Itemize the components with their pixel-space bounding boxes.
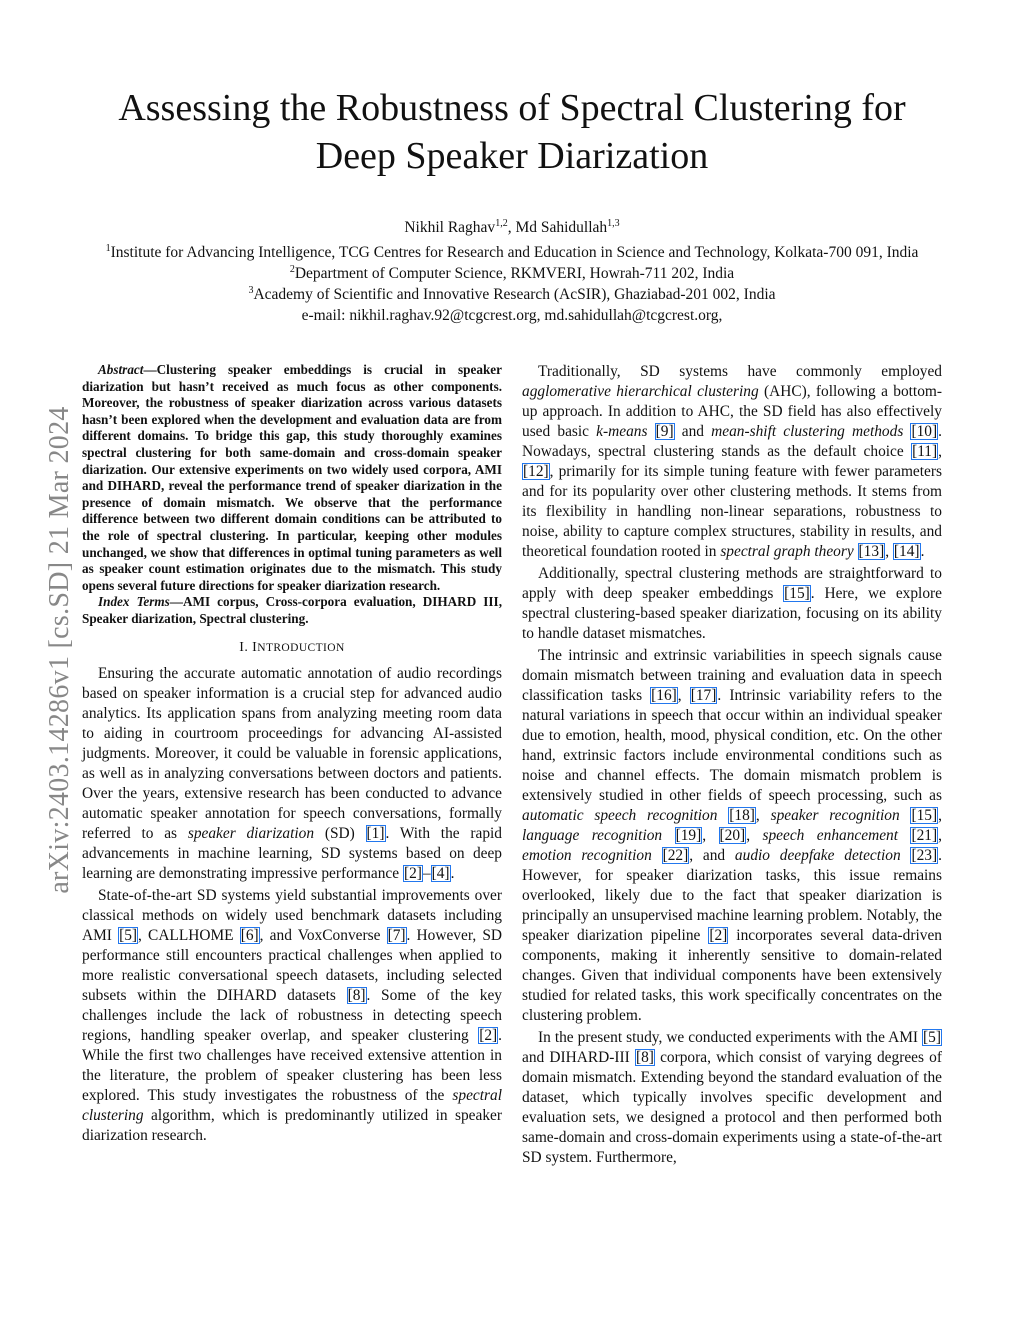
citation-link[interactable]: [23] <box>911 847 938 864</box>
citation-link[interactable]: [2] <box>403 864 422 882</box>
text-run: , and VoxConverse <box>259 926 387 944</box>
emphasis: speech enhancement <box>762 827 898 844</box>
text-run: . While the first two challenges have received extensive attention in the literature, the problem of speaker clustering has been less explored. This study investigates the robustness of the <box>82 1026 502 1104</box>
author-line <box>40 218 984 238</box>
abstract-label: Abstract <box>98 362 144 377</box>
index-terms-label: Index Terms <box>98 594 170 610</box>
citation-link[interactable]: [8] <box>635 1049 654 1066</box>
citation-link[interactable]: [14] <box>893 543 920 560</box>
affiliation-1 <box>40 243 984 263</box>
text-run: (AHC), following a bottom-up approach. In addition to AHC, the SD field has also effectively used basic <box>522 383 942 440</box>
citation-link[interactable]: [4] <box>431 864 450 882</box>
title-line-2: Deep Speaker Diarization <box>315 135 709 177</box>
citation-link[interactable]: [12] <box>523 463 549 480</box>
affiliation-3 <box>40 285 984 305</box>
section-number: I. <box>239 639 249 655</box>
citation-link[interactable]: [15] <box>911 807 938 824</box>
citation-link[interactable]: [5] <box>119 926 138 944</box>
text-run: . Intrinsic variability refers to the natural variations in speech that occur within an individual speaker due to emotion, health, mood, physical condition, etc. On the other hand, extrinsic factors include environmental conditions such as noise and channel effects. The domain mismatch problem is extensively studied in other fields of speech processing, such as <box>522 687 942 804</box>
text-run: and <box>674 423 712 440</box>
citation-link[interactable]: [20] <box>719 827 746 844</box>
emphasis: spectral graph theory <box>720 543 854 560</box>
section-title-rest: NTRODUCTION <box>257 641 345 654</box>
right-paragraph-4 <box>522 1028 942 1168</box>
text-run: Additionally, spectral clustering methods are straightforward to apply with deep speaker embeddings <box>522 565 942 602</box>
text-run: , <box>885 543 893 560</box>
text-run: , <box>702 827 719 844</box>
text-run: . <box>450 864 455 882</box>
citation-link[interactable]: [8] <box>347 986 366 1004</box>
citation-link[interactable]: [13] <box>858 543 885 560</box>
text-run: corpora, which consist of varying degrees of domain mismatch. Extending beyond the standard evaluation of the dataset, which typically involves specific development and evaluation sets, we designed a protocol and then performed both same-domain and cross-domain experiments using a state-of-the-art SD system. Furthermore, <box>522 1049 942 1166</box>
text-run <box>901 847 911 864</box>
text-run: . Some of the key challenges include the lack of robustness in detecting speech regions, handling speaker overlap, and speaker clustering <box>82 986 502 1044</box>
emphasis: k-means <box>596 423 648 440</box>
abstract <box>82 362 502 594</box>
text-run: (SD) <box>314 824 366 842</box>
right-paragraph-2 <box>522 564 942 644</box>
citation-link[interactable]: [7] <box>387 926 406 944</box>
text-run: The intrinsic and extrinsic variabilities in speech signals cause domain mismatch between training and evaluation data in speech classification tasks <box>522 647 942 704</box>
citation-link[interactable]: [2] <box>479 1026 498 1044</box>
author-2-affiliation: 1,3 <box>607 217 620 229</box>
right-paragraph-3 <box>522 646 942 1026</box>
text-run: . However, for speaker diarization tasks, this issue remains overlooked, likely due to the fact that speaker diarization is principally an unsupervised machine learning problem. Notably, the speaker diarization pipeline <box>522 847 942 944</box>
citation-link[interactable]: [19] <box>675 827 702 844</box>
text-run <box>900 807 911 824</box>
affiliation-3-number: 3 <box>248 284 254 296</box>
text-run <box>898 827 910 844</box>
emphasis: speaker diarization <box>187 824 315 842</box>
text-run: – <box>422 864 431 882</box>
text-run: algorithm, which is predominantly utilized in speaker diarization research. <box>82 1106 502 1144</box>
section-heading-introduction <box>82 638 502 658</box>
citation-link[interactable]: [21] <box>911 827 938 844</box>
text-run <box>652 847 662 864</box>
text-run: , <box>938 807 942 824</box>
text-run: State-of-the-art SD systems yield substantial improvements over classical methods on widely used benchmark datasets including AMI <box>82 886 502 944</box>
citation-link[interactable]: [17] <box>690 687 717 704</box>
author-2: Md Sahidullah <box>515 219 608 236</box>
text-run: , and <box>689 847 735 864</box>
text-run: and DIHARD-III <box>522 1049 635 1066</box>
emphasis: mean-shift clustering methods <box>711 423 904 440</box>
text-run: . Here, we explore spectral clustering-based speaker diarization, focusing on its ability to handle dataset mismatches. <box>522 585 942 642</box>
text-run: Ensuring the accurate automatic annotation of audio recordings based on speaker information is a crucial step for advanced audio analytics. Its application spans from analyzing meeting room data to aiding in courtroom proceedings for advancing AI-assisted judgments. Moreover, it could be valuable in forensic applications, as well as in analyzing conversations between doctors and patients. Over the years, extensive research has been conducted to advance automatic speaker annotation for speech conversations, formally referred to as <box>82 664 502 842</box>
title-line-1: Assessing the Robustness of Spectral Clustering for <box>118 87 906 129</box>
section-first-letter: I <box>252 639 258 655</box>
author-separator: , <box>507 219 516 236</box>
abstract-text: Clustering speaker embeddings is crucial in speaker diarization but hasn’t received as much focus as other components. Moreover, the robustness of speaker diarization across various datasets hasn’t been explored when the development and evaluation data are from different domains. To bridge this gap, this study thoroughly examines spectral clustering for both same-domain and cross-domain speaker diarization. Our extensive experiments on two widely used corpora, AMI and DIHARD, reveal the performance trend of speaker diarization in the presence of domain mismatch. We observe that the performance difference between two different domain conditions can be attributed to the role of spectral clustering. In particular, keeping other modules unchanged, we show that differences in optimal tuning parameters as well as speaker count estimation originates due to the mismatch. This study opens several future directions for speaker diarization research. <box>82 362 502 593</box>
text-run: , <box>755 807 771 824</box>
citation-link[interactable]: [6] <box>240 926 259 944</box>
citation-link[interactable]: [10] <box>911 423 938 440</box>
author-1: Nikhil Raghav <box>404 219 496 236</box>
emphasis: language recognition <box>522 827 663 844</box>
emphasis: agglomerative hierarchical clustering <box>522 383 759 400</box>
text-run <box>854 543 858 560</box>
citation-link[interactable]: [11] <box>912 443 938 460</box>
text-run: , primarily for its simple tuning feature with fewer parameters and for its popularity over other clustering methods. It stems from its flexibility in handling non-linear separations, robustness to noise, ability to capture complex structures, stability in results, and theoretical foundation rooted in <box>522 463 942 560</box>
right-paragraph-1 <box>522 362 942 562</box>
index-terms <box>82 594 502 627</box>
citation-link[interactable]: [5] <box>923 1029 941 1046</box>
text-run: , <box>938 827 942 844</box>
affiliation-2-text: Department of Computer Science, RKMVERI, Howrah-711 202, India <box>294 265 735 282</box>
emphasis: emotion recognition <box>522 847 652 864</box>
email-line: e-mail: nikhil.raghav.92@tcgcrest.org, md.sahidullah@tcgcrest.org, <box>301 307 723 324</box>
text-run <box>647 423 654 440</box>
citation-link[interactable]: [2] <box>709 927 728 944</box>
citation-link[interactable]: [22] <box>662 847 689 864</box>
citation-link[interactable]: [1] <box>366 824 385 842</box>
affiliation-1-number: 1 <box>105 242 111 254</box>
emphasis: automatic speech recognition <box>522 807 718 824</box>
text-run <box>717 807 728 824</box>
affiliation-3-text: Academy of Scientific and Innovative Research (AcSIR), Ghaziabad-201 002, India <box>253 286 776 303</box>
text-run: , CALLHOME <box>138 926 240 944</box>
affiliation-1-text: Institute for Advancing Intelligence, TCG Centres for Research and Education in Science and Technology, Kolkata-700 091, India <box>110 244 919 261</box>
intro-paragraph-1 <box>82 664 502 884</box>
paper-title <box>60 84 964 180</box>
right-column <box>522 362 942 1168</box>
text-run: . However, SD performance still encounters practical challenges when applied to more realistic conversational speech datasets, including selected subsets within the DIHARD datasets <box>82 926 503 1004</box>
text-run: incorporates several data-driven components, making it inherently sensitive to domain-related changes. Given that individual components have been extensively studied for related tasks, this work specifically concentrates on the clustering problem. <box>522 927 942 1024</box>
text-run: , <box>746 827 763 844</box>
citation-link[interactable]: [9] <box>655 423 674 440</box>
text-run <box>662 827 674 844</box>
citation-link[interactable]: [15] <box>784 585 810 602</box>
text-run: . With the rapid advancements in machine learning, SD systems based on deep learning are demonstrating impressive performance <box>82 824 502 882</box>
citation-link[interactable]: [16] <box>651 687 677 704</box>
affiliation-2 <box>40 264 984 284</box>
index-terms-dash: — <box>169 594 183 610</box>
affiliation-2-number: 2 <box>289 263 295 275</box>
emphasis: speaker recognition <box>770 807 900 824</box>
emphasis: spectral clustering <box>82 1086 502 1124</box>
text-run: , <box>677 687 690 704</box>
text-run: , <box>938 443 942 460</box>
intro-paragraph-2 <box>82 886 502 1146</box>
text-run: . Nowadays, spectral clustering stands as the default choice <box>522 423 942 460</box>
left-column <box>82 362 502 1146</box>
author-1-affiliation: 1,2 <box>495 217 508 229</box>
citation-link[interactable]: [18] <box>729 807 755 824</box>
index-terms-text: AMI corpus, Cross-corpora evaluation, DIHARD III, Speaker diarization, Spectral clustering. <box>82 594 502 626</box>
text-run: In the present study, we conducted experiments with the AMI <box>538 1029 923 1046</box>
abstract-dash: — <box>143 362 157 377</box>
text-run: Traditionally, SD systems have commonly employed <box>538 363 942 380</box>
text-run: . <box>920 543 925 560</box>
emphasis: audio deepfake detection <box>734 847 901 864</box>
arxiv-identifier-stamp: arXiv:2403.14286v1 [cs.SD] 21 Mar 2024 <box>44 406 75 894</box>
